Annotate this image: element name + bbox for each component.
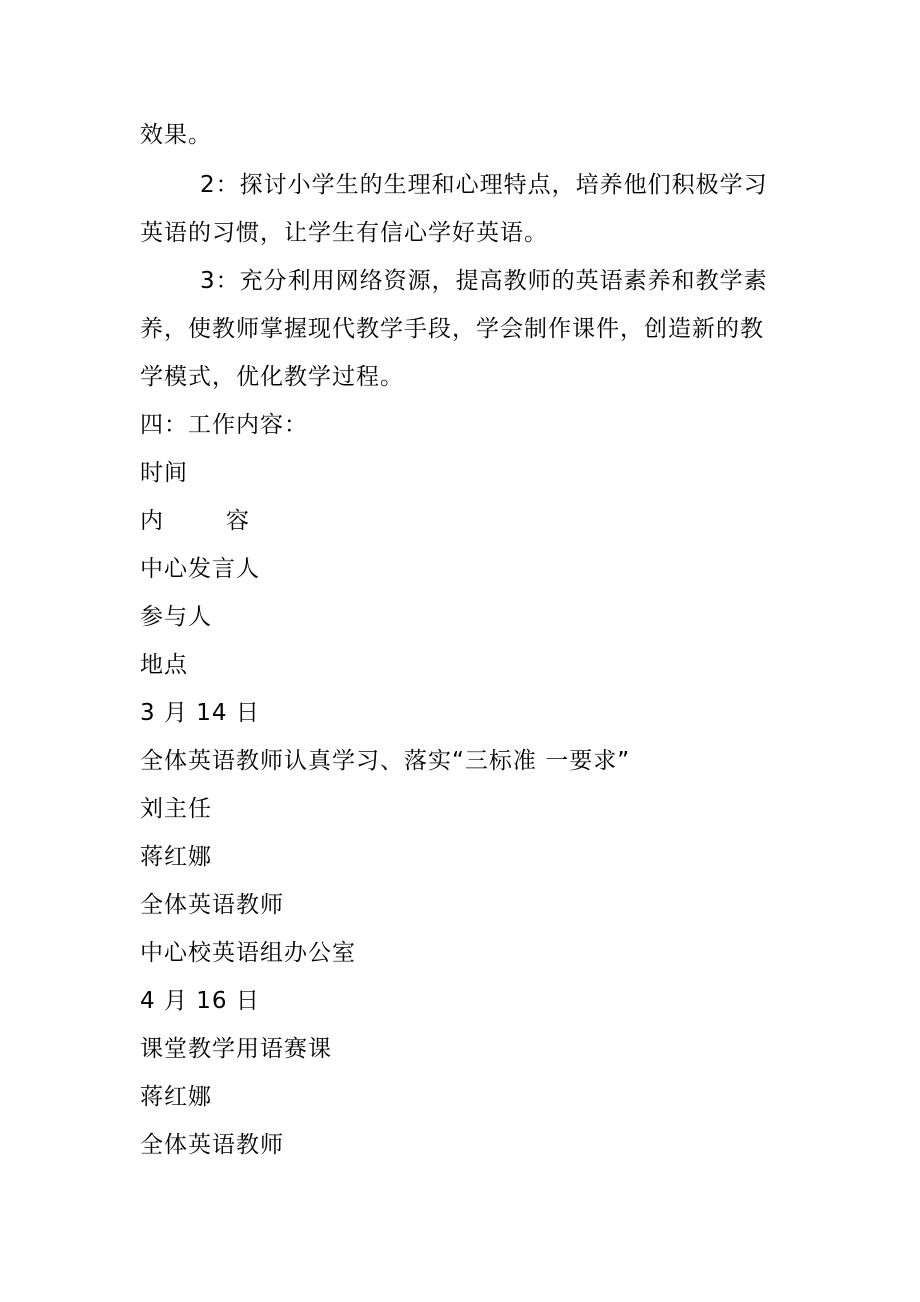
header-content-second-char: 容 xyxy=(226,508,250,534)
header-content xyxy=(140,506,250,536)
row-2-content: 课堂教学用语赛课 xyxy=(140,1036,332,1062)
paragraph-item-3-line-2: 养，使教师掌握现代教学手段，学会制作课件，创造新的教 xyxy=(140,316,764,342)
row-1-speaker-b: 蒋红娜 xyxy=(140,844,212,870)
row-1-speaker-a: 刘主任 xyxy=(140,796,212,822)
row-1-date: 3 月 14 日 xyxy=(140,700,260,726)
section-heading: 四：工作内容： xyxy=(140,412,308,438)
paragraph-item-3-line-1: 3：充分利用网络资源，提高教师的英语素养和教学素 xyxy=(200,268,768,294)
header-participants: 参与人 xyxy=(140,604,212,630)
paragraph-item-2-line-1: 2：探讨小学生的生理和心理特点，培养他们积极学习 xyxy=(200,172,768,198)
row-2-participants: 全体英语教师 xyxy=(140,1132,284,1158)
paragraph-item-2-line-2: 英语的习惯，让学生有信心学好英语。 xyxy=(140,220,548,246)
header-time: 时间 xyxy=(140,460,188,486)
row-2-speaker: 蒋红娜 xyxy=(140,1084,212,1110)
paragraph-continuation: 效果。 xyxy=(140,122,212,148)
header-content-first-char: 内 xyxy=(140,508,164,534)
row-1-participants: 全体英语教师 xyxy=(140,892,284,918)
row-2-date: 4 月 16 日 xyxy=(140,988,260,1014)
header-speaker: 中心发言人 xyxy=(140,556,260,582)
row-1-content: 全体英语教师认真学习、落实“三标准 一要求” xyxy=(140,748,631,774)
row-1-location: 中心校英语组办公室 xyxy=(140,940,356,966)
paragraph-item-3-line-3: 学模式，优化教学过程。 xyxy=(140,364,404,390)
header-location: 地点 xyxy=(140,652,188,678)
